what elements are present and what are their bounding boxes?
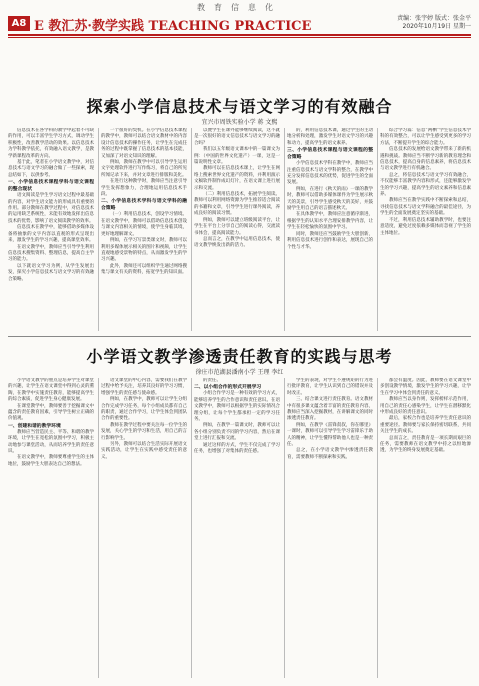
article1-column — [287, 128, 373, 331]
column-divider — [284, 128, 285, 331]
body-paragraph: 教师应当以身作则，发挥榜样示范作用，用自己的责任心感染学生，让学生在潜移默化中形成良好的责任意识。 — [380, 397, 471, 416]
body-paragraph: 都会有温度。因此，教师要在语文课堂中多创设教学情境，激发学生的学习兴趣，让学生在学习中体会到责任的意义。 — [380, 378, 471, 396]
column-divider — [377, 128, 378, 331]
article1-column — [380, 128, 471, 331]
body-paragraph: 总之，在小学语文教学中渗透责任教育，需要教师不断探索和实践。 — [287, 448, 373, 460]
banner-text: 教育信息化 — [197, 2, 282, 12]
column-divider — [191, 378, 192, 678]
body-paragraph: 语文课堂的中心内容，需要我们在教学过程中给予关注，培养其良好的学习习惯，增强学生的责任感与使命感。 — [101, 378, 187, 396]
body-paragraph: 教师在教学过程中要关注每一位学生的发展，关心学生的学习和生活，用自己的言行影响学生。 — [101, 422, 187, 441]
body-paragraph: 在课堂教学中，教师要善于挖掘课文中蕴含的责任教育因素，引导学生树立正确的价值观。 — [8, 403, 94, 422]
article2-column — [8, 378, 94, 678]
section-heading: 一、小学信息技术课程学科与语文课程的整合现状 — [8, 180, 94, 193]
body-paragraph: 最后，家校合作也是培养学生责任意识的重要途径。教师要与家长保持密切联系，共同关注学生的成长。 — [380, 416, 471, 435]
article1-headline: 探索小学信息技术与语文学习的有效融合 — [86, 97, 393, 116]
editor-line: 责编：张宇婷 版式：张金平 — [397, 15, 471, 22]
body-paragraph: 基于此，笔者在小学语文教学中，对信息技术与语文学习的融合做了一些探索，现总结如下，以供参考。 — [8, 160, 94, 178]
body-paragraph: 教师可以在信息技术课上，让学生在网络上搜索世界文化遗产的资料，并利用演示文稿软件制作成幻灯片，在语文课上进行展示和交流。 — [194, 166, 280, 191]
body-paragraph: 一个很好的契机。在小学信息技术课程的教学中，教师可以结合语文教材中的内容设计信息技术的操作任务，让学生在完成任务的过程中既掌握了信息技术的基本技能，又加深了对语文知识的理解。 — [101, 128, 187, 159]
body-paragraph: 信息技术的发展给语文教学带来了新的机遇和挑战。教师应当不断学习新的教育理念和信息技术，提高自身的信息素养，将信息技术与语文教学进行有机融合。 — [380, 147, 471, 172]
column-divider — [98, 378, 99, 678]
body-paragraph: 在进行这种教学时，教师应当注意引导学生发挥想象力，合理地运用信息技术手段。 — [101, 179, 187, 198]
body-paragraph: 教师应当在教学实践中不断探索和总结，寻找信息技术与语文学科融合的最佳途径，为学生的全面发展奠定坚实的基础。 — [380, 198, 471, 217]
article2-column — [287, 378, 373, 678]
body-paragraph: 例如，在学习写景类课文时，教师可以利用多媒体展示相关的图片和视频，让学生直观地感受景物的特点，从而激发学生的学习兴趣。 — [101, 238, 187, 263]
article1-column — [8, 128, 94, 331]
body-paragraph: 在语文教学中，教师要尊重学生的主体地位，鼓励学生大胆表达自己的想法。 — [8, 455, 94, 467]
article2-headline: 小学语文教学渗透责任教育的实践与思考 — [86, 347, 393, 366]
article2-byline: 徐庄市范湖县潘南小学 王理 李红 — [195, 369, 284, 376]
body-paragraph: 的责任。 — [203, 378, 221, 383]
issue-meta — [321, 15, 471, 31]
date-line: 2020年10月19日 星期一 — [402, 23, 471, 30]
body-paragraph: 小组合作学习是一种有效的学习方式，能够培养学生的合作意识和责任意识。在语文教学中，教师可以根据学生的实际情况合理分组，让每个学生都承担一定的学习任务。 — [194, 391, 280, 423]
body-paragraph: 小学信息技术学科在教学中，教师应当注重信息技术与语文学科的整合，在教学中充分发挥信息技术的优势，促进学生的全面发展。 — [287, 161, 373, 186]
section-title: E 教汇苏·教学实践 TEACHING PRACTICE — [34, 19, 312, 34]
body-paragraph: 信息技术在教学中，能够借助多媒体设备将抽象的文字内容以直观的形式呈现出来，激发学生的学习兴趣，提高课堂效率。 — [8, 225, 94, 244]
body-paragraph: 例如，在进行《秋天的雨》一课的教学时，教师可以借助多媒体课件为学生展示秋天的美景，引导学生感受秋天的美好，并鼓励学生用自己的语言描述秋天。 — [287, 186, 373, 212]
article1-byline: 宜兴市周铁实验小学 蒋 文熙 — [201, 119, 278, 126]
masthead-rule-thin — [8, 37, 471, 38]
body-paragraph: 另外，教师可以结合生活实际开展语文实践活动，让学生在实践中感受责任的意义。 — [101, 442, 187, 460]
body-paragraph: 总而言之，在教学中运用信息技术，使语文教学焕发出新的活力。 — [194, 236, 280, 249]
article2-column — [194, 378, 280, 678]
article-separator — [8, 336, 471, 337]
body-paragraph: 的，利用信息技术课，通过学生的主动地分析和处理，激发学生对语文学习的兴趣和动力，提高学生的语文素养。 — [287, 128, 373, 146]
body-paragraph: 例如，在教学《雷锋叔叔，你在哪里》一课时，教师可以引导学生学习雷锋乐于助人的精神，让学生懂得帮助他人也是一种责任。 — [287, 422, 373, 448]
section-heading: 三、小学信息技术课程与语文课程的整合策略 — [287, 148, 373, 161]
section-heading: 二、小学信息技术学科与语文学科的融合策略 — [101, 199, 187, 212]
body-paragraph: 以便学生在课外能够继续阅读，这不就是一次很好的语文信息技术与语文学习的融合吗？ — [194, 128, 280, 146]
body-paragraph: 例如，教师可以建立班级阅读平台，让学生在平台上分享自己的阅读心得，交流读书体会，提高阅读能力。 — [194, 217, 280, 236]
section-heading: 二、以小组合作的形式开展学习 — [194, 385, 262, 391]
body-paragraph: 在语文教学中，教师应当引导学生利用信息技术搜集资料、整理信息，提高自主学习的能力。 — [8, 244, 94, 263]
body-paragraph: 小学语文教学的重点是培养学生对课堂的兴趣，让学生在语文课堂中得到心灵的熏陶，在教学中实施责任教育，能够提高学生的综合素质，促进学生身心健康发展。 — [8, 378, 94, 403]
body-paragraph: 信息技术在各学科的教学中起着不可缺的作用，可以丰富学生学习方式，调动学生积极性，改善教学活动的效果。以信息技术为学科教学依托，有效融入语文教学，是教学新课程改革的方向。 — [8, 128, 94, 159]
body-paragraph: 教师应当营造民主、平等、和谐的教学环境，让学生在宽松的氛围中学习，积极主动地参与课堂活动，从而培养学生的责任意识。 — [8, 429, 94, 455]
section-heading: 一、创建和谐的教学环境 — [8, 423, 61, 429]
page-number-badge: A8 — [8, 16, 30, 31]
masthead — [0, 14, 479, 36]
body-paragraph: 三、结合课文进行责任教育。语文教材中有很多课文蕴含着丰富的责任教育内容，教师应当深入挖掘教材，在讲解课文的同时渗透责任教育。 — [287, 397, 373, 422]
article2-column — [101, 378, 187, 678]
body-paragraph: 综合学习篇：信息“两栖”学生信息技术学科的有效整合，可以让学生感受到更多的学习方法，不断提升学生的综合能力。 — [380, 128, 471, 146]
body-paragraph: 例如，在教学一篇课文时，教师可以让各小组分别负责不同的学习内容，然后在课堂上进行汇报和交流。 — [194, 423, 280, 442]
body-paragraph: 通过这样的方式，学生不仅完成了学习任务，也增强了对集体的责任感。 — [194, 442, 280, 455]
column-divider — [284, 378, 285, 678]
column-divider — [377, 378, 378, 678]
body-paragraph: 在具体教学中，教师应注意循序渐进，根据学生的认知水平合理安排教学内容，让学生在轻松愉快的氛围中学习。 — [287, 212, 373, 231]
masthead-rule — [8, 34, 471, 36]
body-paragraph: 以下就语文学习为例，从学生发展出发，探究小学信息技术与语文学习的有效融合策略。 — [8, 263, 94, 282]
article1-column — [101, 128, 187, 331]
body-paragraph: 例如，在教学中，教师可以让学生分组合作完成学习任务，每个小组成员都有自己的职责，通过合作学习，让学生体会到团队合作的重要性。 — [101, 397, 187, 422]
body-paragraph: 不过，利用信息技术辅助教学时，也要注意适度，避免过度依赖多媒体而忽视了学生的主体地位。 — [380, 217, 471, 236]
body-paragraph: （一）利用信息技术，创设学习情境。在语文教学中，教师可以借助信息技术创设与课文内容相关的情境，使学生身临其境，更好地理解课文。 — [101, 212, 187, 237]
body-paragraph: 语文阅读是学生学习语文过程中最基础的内容，对学生语文能力的形成具有重要的作用。部分教师在教学过程中，对信息技术的运用缺乏系统性，未能有效地发挥出信息技术的优势，影响了语文阅读教学的效率。 — [8, 193, 94, 224]
column-divider — [191, 128, 192, 331]
body-paragraph: （二）利用信息技术，拓展学生阅读。教师可以利用网络资源为学生推荐适合阅读的书籍和文章，引导学生进行课外阅读，养成良好的阅读习惯。 — [194, 192, 280, 217]
article2-column — [380, 378, 471, 678]
body-paragraph: 我们以五年级语文课本中的一篇课文为例：（中国的世界文化遗产）一课，这是一篇说明性文章。 — [194, 147, 280, 166]
body-paragraph: 学生的表现，对学生不遵规矩的行为进行批评教育，让学生认识到自己的错误并及时改正。 — [287, 378, 373, 396]
body-paragraph: 同时，教师还应当鼓励学生大胆创新，利用信息技术进行创作和表达，展现自己的个性与才华。 — [287, 231, 373, 250]
article1-column — [194, 128, 280, 331]
body-paragraph: 例如，教师在教学中可以引导学生运用文字处理软件进行写作练习，将自己的所见所闻记录下来，并对文章进行排版和美化。 — [101, 160, 187, 178]
newspaper-banner — [0, 0, 479, 14]
body-paragraph: 总之，将信息技术与语文学习有效融合，不仅能够丰富教学内容和形式，还能够激发学生的学习兴趣，提高学生的语文素养和信息素养。 — [380, 172, 471, 198]
column-divider — [98, 128, 99, 331]
body-paragraph: 此外，教师还可以组织学生通过网络搜集与课文有关的资料，拓宽学生的知识面。 — [101, 263, 187, 276]
body-paragraph: 总而言之，责任教育是一项长期而艰巨的任务，需要教师在语文教学中持之以恒地渗透，为学生的终身发展奠定基础。 — [380, 435, 471, 454]
